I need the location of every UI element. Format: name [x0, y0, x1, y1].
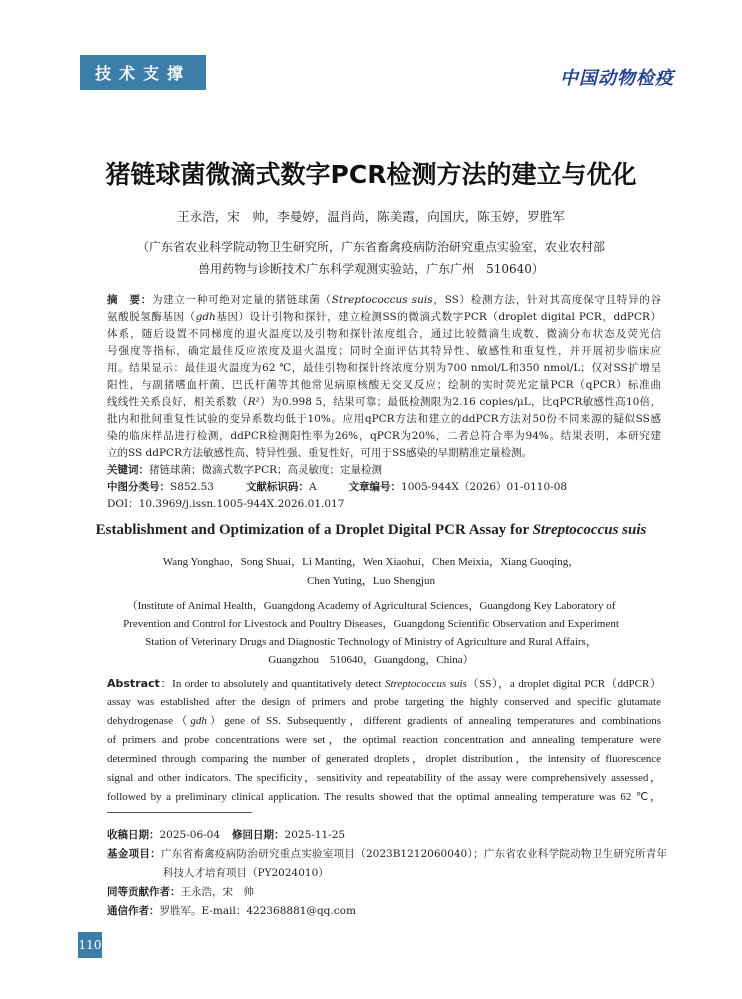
fund-value: 广东省畜禽疫病防治研究重点实验室项目（2023B1212060040）；广东省农业科学院动物卫生研究所青年 — [160, 848, 668, 860]
text-segment: ）为0.998 5，结果可靠；最低检测限为2.16 copies/μL，比qPCR敏感性高10倍， — [259, 396, 662, 408]
text-segment: 号强度等指标，确定最佳反应浓度及退火温度；同时全面评估其特异性、敏感性和重复性，并开展初步临床应 — [107, 345, 661, 357]
classification — [107, 479, 661, 496]
affiliation-line: （广东省农业科学院动物卫生研究所，广东省畜禽疫病防治研究重点实验室，农业农村部 — [136, 240, 605, 254]
text-segment: determined through comparing the number of generated droplets，droplet distribution，the intensity of fluorescence — [107, 753, 661, 765]
text-segment: （SS），a droplet digital PCR（ddPCR） — [466, 678, 661, 690]
equal-value: 王永浩，宋 帅 — [180, 886, 254, 898]
text-segment: 阳性，与副猪嗜血杆菌、巴氏杆菌等其他常见病原核酸无交叉反应；绘制的实时荧光定量PCR（qPCR）标准曲 — [107, 379, 661, 391]
text-segment: 立的SS ddPCR方法敏感性高、特异性强、重复性好，可用于SS感染的早期精准定量检测。 — [107, 447, 533, 459]
keywords-label: 关键词： — [107, 464, 149, 476]
article-value: 1005-944X（2026）01-0110-08 — [401, 481, 568, 493]
article-label: 文章编号： — [348, 481, 402, 493]
abstract-label: 摘 要： — [107, 294, 152, 306]
text-segment: 为建立一种可绝对定量的猪链球菌（ — [151, 294, 332, 306]
text-line — [107, 750, 661, 769]
corresponding — [107, 902, 667, 921]
english-affiliation-line: （Institute of Animal Health，Guangdong Academy of Agricultural Sciences，Guangdong Key Laboratory of — [126, 600, 616, 612]
text-segment: 批内和批间重复性试验的变异系数均低于10%。应用qPCR方法和建立的ddPCR方法对50份不同来源的疑似SS感 — [107, 413, 661, 425]
italic-term: Streptococcus suis — [331, 294, 433, 306]
text-line — [107, 712, 661, 731]
page-title: 猪链球菌微滴式数字PCR检测方法的建立与优化 — [105, 160, 637, 189]
english-title — [0, 522, 742, 539]
text-line — [107, 343, 661, 360]
keywords-value: 猪链球菌；微滴式数字PCR；高灵敏度；定量检测 — [149, 464, 383, 476]
text-line — [107, 377, 661, 394]
fund-cont: 科技人才培育项目（PY2024010） — [163, 867, 329, 879]
keywords — [107, 462, 661, 479]
text-segment: of primers and probe concentrations were set，the optimal reaction concentration and annealing temperature were — [107, 734, 661, 746]
text-line — [107, 326, 661, 343]
text-segment: 用。结果显示：最佳退火温度为62 ℃，最佳引物和探针终浓度分别为700 nmol/L和350 nmol/L；仅对SS扩增呈 — [107, 362, 661, 374]
authors: 王永浩，宋 帅，李曼婷，温肖尚，陈美霞，向国庆，陈玉婷，罗胜军 — [177, 209, 565, 224]
text-line — [107, 769, 661, 788]
text-line — [107, 292, 661, 309]
text-segment: 染的临床样品进行检测，ddPCR检测阳性率为26%，qPCR为20%，二者总符合率为94%。结果表明，本研究建 — [107, 430, 661, 442]
text-segment: 基因）设计引物和探针，建立检测SS的微滴式数字PCR（droplet digital PCR，ddPCR） — [215, 311, 662, 323]
doi-label: DOI： — [107, 498, 139, 510]
english-affiliation-line: Station of Veterinary Drugs and Diagnostic Technology of Ministry of Agriculture and Rural Affairs， — [145, 636, 597, 648]
text-line — [107, 428, 661, 445]
text-line — [107, 674, 661, 693]
italic-term: Streptococcus suis — [384, 678, 467, 690]
revised-value: 2025-11-25 — [284, 829, 346, 841]
italic-term: R² — [247, 396, 260, 408]
doi — [107, 496, 661, 513]
text-segment: 体系，随后设置不同梯度的退火温度以及引物和探针浓度组合，通过比较微滴生成数、微滴分布状态及荧光信 — [107, 328, 661, 340]
text-line — [107, 445, 661, 462]
text-segment: ，SS）检测方法，针对其高度保守且特异的谷 — [432, 294, 662, 306]
text-segment: signal and other indicators. The specificity，sensitivity and repeatability of the assay were comprehensively assessed， — [107, 772, 661, 784]
corr-value: 罗胜军。E-mail：422368881@qq.com — [159, 905, 356, 917]
corr-label: 通信作者： — [107, 905, 160, 917]
english-affiliation-line: Guangzhou 510640，Guangdong，China） — [268, 654, 474, 666]
text-segment: assay was established after the design of primers and probe targeting the highly conserved and specific glutamate — [107, 696, 661, 708]
english-authors-line: Wang Yonghao，Song Shuai，Li Manting，Wen Xiaohui，Chen Meixia，Xiang Guoqing， — [162, 556, 580, 568]
equal-contrib — [107, 883, 667, 902]
doi-value: 10.3969/j.issn.1005-944X.2026.01.017 — [138, 498, 345, 510]
text-line — [107, 693, 661, 712]
text-segment: 线线性关系良好，相关系数（ — [107, 396, 248, 408]
text-segment: 氨酸脱氢酶基因（ — [107, 311, 196, 323]
received-value: 2025-06-04 — [159, 829, 221, 841]
english-title-species: Streptococcus suis — [532, 522, 647, 538]
italic-term: gdh — [195, 311, 216, 323]
footnote-divider — [107, 812, 252, 813]
english-affiliation — [0, 597, 742, 669]
text-line — [107, 394, 661, 411]
received-label: 收稿日期： — [107, 829, 160, 841]
english-authors-line: Chen Yuting，Luo Shengjun — [307, 575, 435, 587]
text-line — [107, 309, 661, 326]
english-title-text: Establishment and Optimization of a Droplet Digital PCR Assay for — [95, 522, 533, 538]
revised-label: 修回日期： — [232, 829, 285, 841]
text-line — [107, 788, 661, 807]
text-line — [107, 360, 661, 377]
text-segment: followed by a preliminary clinical application. The results showed that the optimal annealing temperature was 62 ℃， — [107, 791, 661, 803]
clc-value: S852.53 — [170, 481, 214, 493]
section-label: 技术支撑 — [80, 55, 206, 90]
english-abstract — [107, 674, 661, 807]
text-segment: ：In order to absolutely and quantitatively detect — [159, 678, 385, 690]
english-affiliation-line: Prevention and Control for Livestock and Poultry Diseases，Guangdong Scientific Observation and Experiment — [123, 618, 619, 630]
doc-label: 文献标识码： — [245, 481, 309, 493]
clc-label: 中图分类号： — [107, 481, 170, 493]
journal-logo: 中国动物检疫 — [560, 68, 674, 89]
text-line — [107, 411, 661, 428]
page-number: 110 — [78, 932, 102, 958]
abstract-label: Abstract — [107, 677, 160, 690]
doc-value: A — [308, 481, 317, 493]
abstract-cn — [107, 292, 661, 513]
fund-label: 基金项目： — [107, 848, 161, 860]
affiliation-line: 兽用药物与诊断技术广东科学观测实验站，广东广州 510640） — [198, 262, 544, 276]
footnotes — [107, 826, 667, 921]
english-authors — [0, 553, 742, 591]
text-segment: ）gene of SS. Subsequently，different gradients of annealing temperatures and combinations — [206, 715, 661, 727]
text-line — [107, 731, 661, 750]
dates — [107, 826, 667, 845]
fund — [107, 845, 667, 864]
text-segment: dehydrogenase（ — [107, 715, 191, 727]
affiliation — [40, 236, 702, 280]
italic-term: gdh — [190, 715, 207, 727]
equal-label: 同等贡献作者： — [107, 886, 181, 898]
